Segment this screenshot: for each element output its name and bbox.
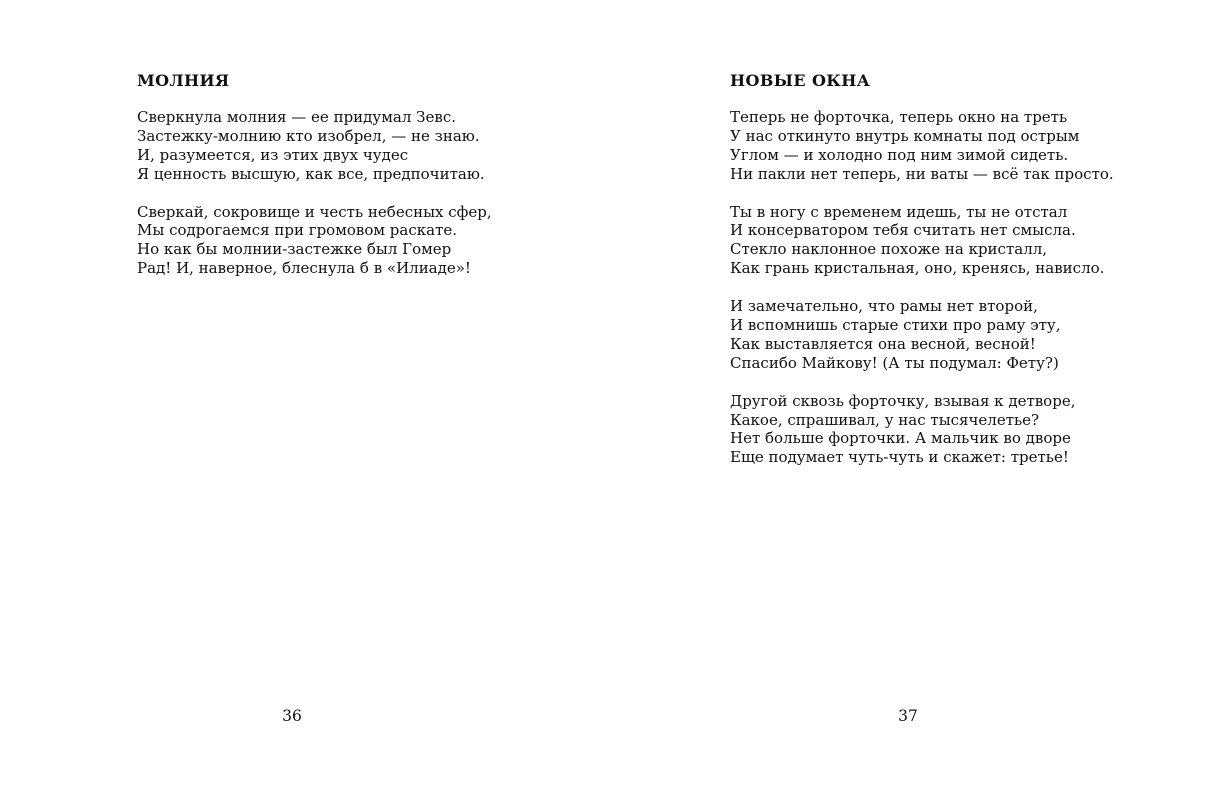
page-number: 36 — [282, 707, 302, 725]
verse-line: Другой сквозь форточку, взывая к детворе, — [730, 391, 1076, 410]
page-number: 37 — [898, 707, 918, 725]
verse-line: Я ценность высшую, как все, предпочитаю. — [137, 164, 485, 183]
verse-line: Углом — и холодно под ним зимой сидеть. — [730, 145, 1069, 164]
verse-line: Как выставляется она весной, весной! — [730, 334, 1036, 353]
verse-line: Какое, спрашивал, у нас тысячелетье? — [730, 410, 1040, 429]
stanza — [730, 108, 1114, 184]
stanza — [730, 203, 1114, 279]
verse-line: И консерватором тебя считать нет смысла. — [730, 221, 1076, 240]
verse-line: Нет больше форточки. А мальчик во дворе — [730, 429, 1071, 448]
verse-line: Сверкай, сокровище и честь небесных сфер, — [137, 202, 492, 221]
verse-line: Спасибо Майкову! (А ты подумал: Фету?) — [730, 353, 1059, 372]
poem-new-windows — [730, 70, 1114, 486]
verse-line: И, разумеется, из этих двух чудес — [137, 145, 409, 164]
verse-line: Застежку-молнию кто изобрел, — не знаю. — [137, 126, 480, 145]
verse-line: У нас откинуто внутрь комнаты под острым — [730, 126, 1080, 145]
right-page — [606, 0, 1212, 800]
verse-line: Ни пакли нет теперь, ни ваты — всё так просто. — [730, 164, 1114, 183]
verse-line: Мы содрогаемся при громовом раскате. — [137, 221, 458, 240]
verse-line: Как грань кристальная, оно, кренясь, нависло. — [730, 259, 1105, 278]
poem-title: НОВЫЕ ОКНА — [730, 71, 871, 90]
verse-line: И замечательно, что рамы нет второй, — [730, 297, 1038, 316]
poem-title: МОЛНИЯ — [137, 71, 230, 90]
stanza — [137, 108, 492, 184]
verse-line: Ты в ногу с временем идешь, ты не отстал — [730, 202, 1068, 221]
verse-line: Но как бы молнии-застежке был Гомер — [137, 240, 452, 259]
verse-line: Сверкнула молния — ее придумал Зевс. — [137, 108, 456, 126]
verse-line: Теперь не форточка, теперь окно на треть — [730, 108, 1068, 126]
stanza — [730, 297, 1114, 373]
verse-line: Еще подумает чуть-чуть и скажет: третье! — [730, 448, 1069, 467]
verse-line: Стекло наклонное похоже на кристалл, — [730, 240, 1048, 259]
verse-line: Рад! И, наверное, блеснула б в «Илиаде»! — [137, 259, 471, 278]
poem-lightning — [137, 70, 492, 297]
stanza — [137, 203, 492, 279]
verse-line: И вспомнишь старые стихи про раму эту, — [730, 316, 1061, 335]
stanza — [730, 392, 1114, 468]
